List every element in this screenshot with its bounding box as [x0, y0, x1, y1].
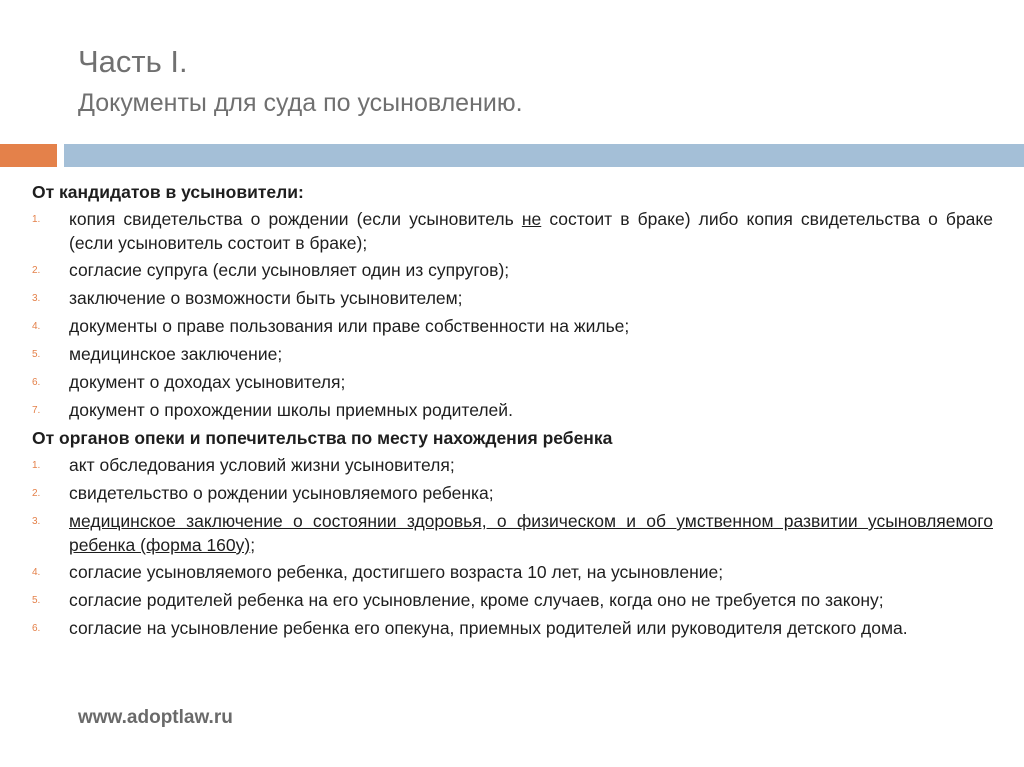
- section-heading-guardianship: От органов опеки и попечительства по месту нахождения ребенка: [32, 428, 613, 448]
- list-number: 5.: [32, 595, 41, 606]
- list-item-text: согласие на усыновление ребенка его опекуна, приемных родителей или руководителя детского дома.: [69, 618, 908, 638]
- website-url: www.adoptlaw.ru: [78, 707, 233, 728]
- list-number: 2.: [32, 265, 41, 276]
- list-item-text: свидетельство о рождении усыновляемого ребенка;: [69, 483, 494, 503]
- list-number: 1.: [32, 214, 41, 225]
- section-heading-candidates: От кандидатов в усыновители:: [32, 182, 304, 202]
- slide-title: [78, 42, 523, 121]
- document-list: [32, 180, 993, 644]
- list-item-text: заключение о возможности быть усыновителем;: [69, 288, 463, 308]
- list-number: 3.: [32, 516, 41, 527]
- list-number: 3.: [32, 293, 41, 304]
- title-part: Часть I.: [78, 44, 188, 79]
- list-item: [32, 398, 993, 423]
- list-item: [32, 207, 993, 255]
- list-item-text: медицинское заключение;: [69, 344, 283, 364]
- list-item-text: копия свидетельства о рождении (если усыновитель не состоит в браке) либо копия свидетельства о браке (если усыновитель состоит в браке);: [69, 209, 993, 253]
- list-item: [32, 509, 993, 557]
- accent-bar-orange: [0, 144, 57, 167]
- list-item-text: документы о праве пользования или праве собственности на жилье;: [69, 316, 630, 336]
- list-number: 4.: [32, 321, 41, 332]
- list-number: 6.: [32, 623, 41, 634]
- list-number: 2.: [32, 488, 41, 499]
- list-item-text: документ о доходах усыновителя;: [69, 372, 346, 392]
- title-subtitle: Документы для суда по усыновлению.: [78, 89, 523, 117]
- accent-bar-blue: [64, 144, 1024, 167]
- list-item: [32, 258, 993, 283]
- list-number: 1.: [32, 460, 41, 471]
- list-item: [32, 588, 993, 613]
- list-item-text: согласие супруга (если усыновляет один из супругов);: [69, 260, 510, 280]
- list-item: [32, 342, 993, 367]
- list-item: [32, 453, 993, 478]
- list-number: 6.: [32, 377, 41, 388]
- list-item-text: документ о прохождении школы приемных родителей.: [69, 400, 513, 420]
- list-item: [32, 616, 993, 641]
- list-item: [32, 314, 993, 339]
- list-number: 4.: [32, 567, 41, 578]
- list-item-text: согласие родителей ребенка на его усыновление, кроме случаев, когда оно не требуется по закону;: [69, 590, 884, 610]
- list-item-text: медицинское заключение о состоянии здоровья, о физическом и об умственном развитии усыновляемого ребенка (форма 160у);: [69, 511, 993, 555]
- list-item: [32, 370, 993, 395]
- list-number: 7.: [32, 405, 41, 416]
- list-item-text: акт обследования условий жизни усыновителя;: [69, 455, 455, 475]
- list-item: [32, 481, 993, 506]
- list-number: 5.: [32, 349, 41, 360]
- list-item-text: согласие усыновляемого ребенка, достигшего возраста 10 лет, на усыновление;: [69, 562, 724, 582]
- list-item: [32, 286, 993, 311]
- list-item: [32, 560, 993, 585]
